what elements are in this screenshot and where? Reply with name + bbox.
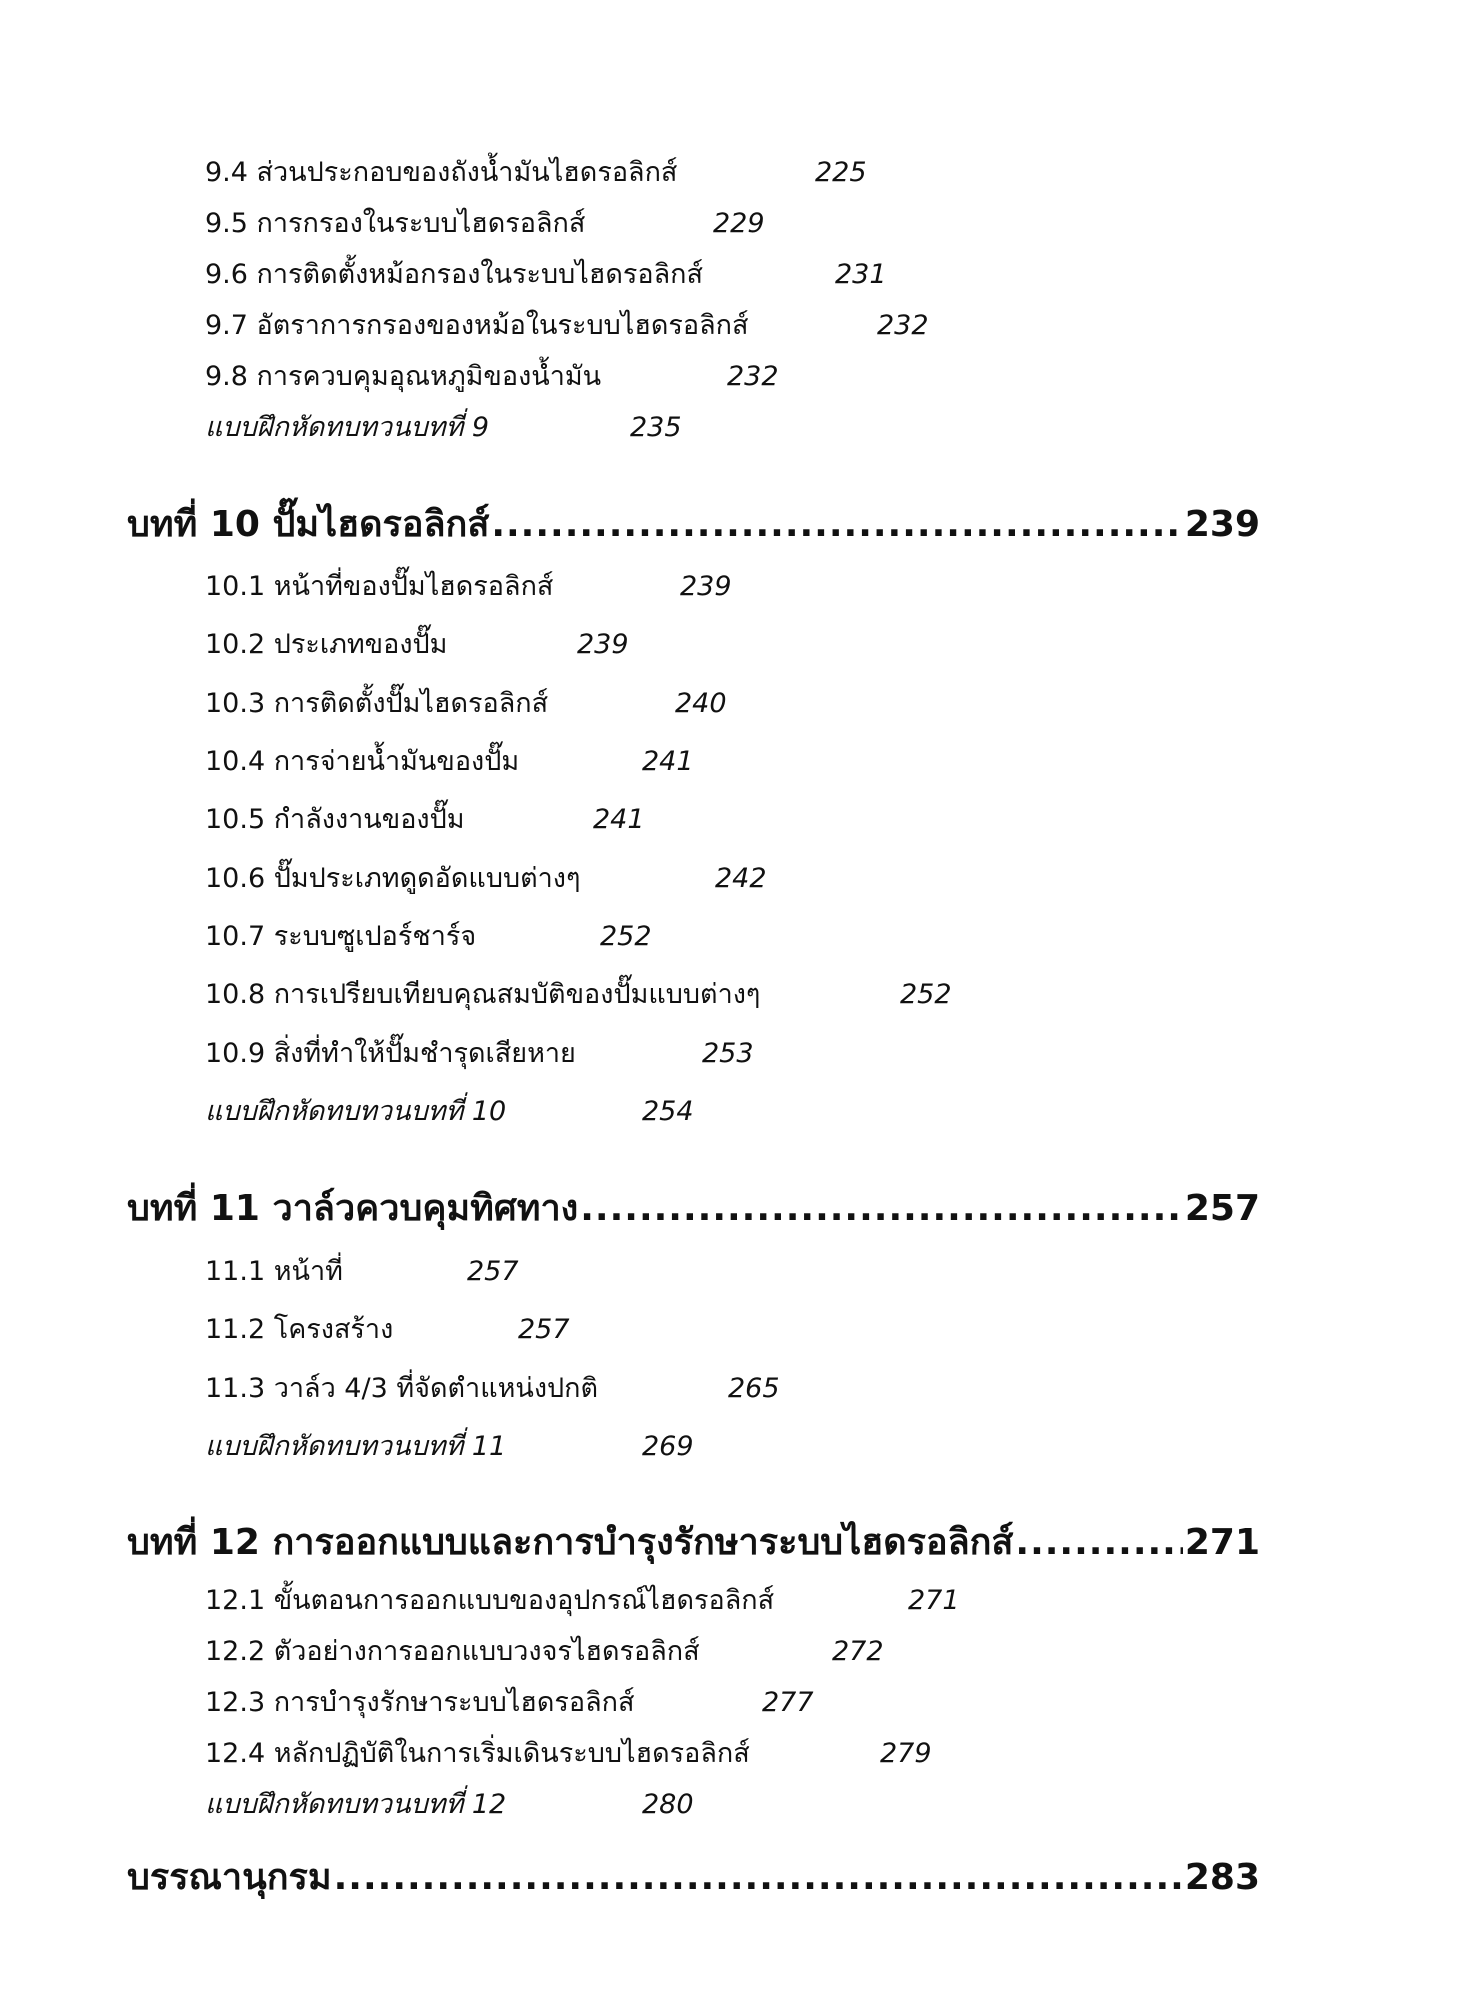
toc-entry-page: 252 — [900, 979, 952, 1010]
toc-entry-page: 242 — [715, 863, 767, 894]
toc-entry-label: 9.8 การควบคุมอุณหภูมิของน้ำมัน — [205, 361, 602, 392]
toc-entry[interactable] — [205, 308, 929, 344]
chapter-page: 257 — [1184, 1188, 1260, 1229]
toc-entry[interactable] — [205, 1254, 519, 1290]
dot-leader — [491, 502, 1183, 548]
toc-entry-page: 241 — [642, 746, 694, 777]
toc-entry-label: 10.3 การติดตั้งปั๊มไฮดรอลิกส์ — [205, 688, 549, 719]
toc-entry-label: 10.2 ประเภทของปั๊ม — [205, 629, 448, 660]
toc-entry-label: 10.9 สิ่งที่ทำให้ปั๊มชำรุดเสียหาย — [205, 1038, 576, 1069]
toc-entry[interactable] — [205, 359, 779, 395]
toc-entry[interactable] — [205, 686, 727, 722]
toc-entry-page: 277 — [762, 1687, 814, 1718]
toc-entry-page: 265 — [728, 1373, 780, 1404]
toc-entry-label: 9.5 การกรองในระบบไฮดรอลิกส์ — [205, 208, 586, 239]
toc-entry-page: 239 — [680, 571, 732, 602]
toc-entry[interactable] — [205, 569, 732, 605]
toc-entry[interactable] — [205, 206, 765, 242]
toc-entry-label: 10.6 ปั๊มประเภทดูดอัดแบบต่างๆ — [205, 863, 581, 894]
toc-entry-label: 12.4 หลักปฏิบัติในการเริ่มเดินระบบไฮดรอลิกส์ — [205, 1738, 750, 1769]
toc-exercise-entry[interactable] — [205, 1429, 694, 1465]
dot-leader — [1015, 1520, 1182, 1566]
toc-entry-page: 271 — [908, 1585, 960, 1616]
toc-entry-label: แบบฝึกหัดทบทวนบทที่ 10 — [205, 1096, 507, 1127]
toc-entry-page: 257 — [467, 1256, 519, 1287]
toc-entry[interactable] — [205, 1371, 780, 1407]
chapter-page: 271 — [1184, 1522, 1260, 1563]
toc-entry-label: 10.4 การจ่ายน้ำมันของปั๊ม — [205, 746, 520, 777]
toc-entry-label: 12.1 ขั้นตอนการออกแบบของอุปกรณ์ไฮดรอลิกส์ — [205, 1585, 775, 1616]
toc-chapter-heading[interactable] — [127, 502, 1260, 548]
dot-leader — [580, 1186, 1183, 1232]
chapter-title: บทที่ 11 วาล์วควบคุมทิศทาง — [127, 1188, 579, 1229]
bibliography-page: 283 — [1184, 1857, 1260, 1898]
toc-entry[interactable] — [205, 919, 652, 955]
dot-leader — [334, 1855, 1183, 1901]
toc-entry[interactable] — [205, 627, 629, 663]
toc-entry-label: 9.4 ส่วนประกอบของถังน้ำมันไฮดรอลิกส์ — [205, 157, 678, 188]
chapter-title: บทที่ 12 การออกแบบและการบำรุงรักษาระบบไฮดรอลิกส์ — [127, 1522, 1014, 1563]
toc-entry-label: แบบฝึกหัดทบทวนบทที่ 11 — [205, 1431, 507, 1462]
toc-entry-label: 9.7 อัตราการกรองของหม้อในระบบไฮดรอลิกส์ — [205, 310, 749, 341]
toc-entry[interactable] — [205, 744, 694, 780]
toc-entry-label: แบบฝึกหัดทบทวนบทที่ 12 — [205, 1789, 507, 1820]
toc-entry-label: 9.6 การติดตั้งหม้อกรองในระบบไฮดรอลิกส์ — [205, 259, 703, 290]
toc-entry-page: 272 — [832, 1636, 884, 1667]
toc-entry[interactable] — [205, 155, 867, 191]
toc-entry[interactable] — [205, 1736, 932, 1772]
toc-entry-label: 10.8 การเปรียบเทียบคุณสมบัติของปั๊มแบบต่างๆ — [205, 979, 761, 1010]
toc-entry-page: 257 — [518, 1314, 570, 1345]
chapter-page: 239 — [1184, 504, 1260, 545]
toc-entry-page: 279 — [880, 1738, 932, 1769]
toc-exercise-entry[interactable] — [205, 410, 682, 446]
toc-exercise-entry[interactable] — [205, 1094, 694, 1130]
toc-bibliography-heading[interactable] — [127, 1855, 1260, 1901]
toc-entry-page: 269 — [642, 1431, 694, 1462]
toc-entry-label: 10.1 หน้าที่ของปั๊มไฮดรอลิกส์ — [205, 571, 554, 602]
toc-entry-page: 232 — [727, 361, 779, 392]
toc-entry-label: 11.2 โครงสร้าง — [205, 1314, 394, 1345]
toc-entry[interactable] — [205, 802, 645, 838]
toc-entry[interactable] — [205, 1634, 884, 1670]
toc-entry[interactable] — [205, 257, 887, 293]
toc-chapter-heading[interactable] — [127, 1186, 1260, 1232]
toc-entry-page: 240 — [675, 688, 727, 719]
toc-entry-page: 241 — [593, 804, 645, 835]
toc-entry[interactable] — [205, 861, 767, 897]
toc-entry-label: 12.2 ตัวอย่างการออกแบบวงจรไฮดรอลิกส์ — [205, 1636, 700, 1667]
toc-entry-page: 225 — [815, 157, 867, 188]
toc-entry-page: 252 — [600, 921, 652, 952]
toc-entry-label: 11.3 วาล์ว 4/3 ที่จัดตำแหน่งปกติ — [205, 1373, 599, 1404]
toc-entry[interactable] — [205, 1036, 754, 1072]
bibliography-title: บรรณานุกรม — [127, 1857, 332, 1898]
toc-entry[interactable] — [205, 1685, 814, 1721]
toc-entry-label: แบบฝึกหัดทบทวนบทที่ 9 — [205, 412, 490, 443]
toc-chapter-heading[interactable] — [127, 1520, 1260, 1566]
toc-entry-page: 231 — [835, 259, 887, 290]
toc-exercise-entry[interactable] — [205, 1787, 694, 1823]
toc-entry-page: 235 — [630, 412, 682, 443]
toc-entry-page: 254 — [642, 1096, 694, 1127]
toc-entry-page: 253 — [702, 1038, 754, 1069]
toc-entry-label: 11.1 หน้าที่ — [205, 1256, 343, 1287]
chapter-title: บทที่ 10 ปั๊มไฮดรอลิกส์ — [127, 504, 490, 545]
toc-entry[interactable] — [205, 1583, 960, 1619]
toc-entry[interactable] — [205, 977, 952, 1013]
toc-entry-label: 12.3 การบำรุงรักษาระบบไฮดรอลิกส์ — [205, 1687, 635, 1718]
toc-entry-page: 280 — [642, 1789, 694, 1820]
toc-entry-page: 229 — [713, 208, 765, 239]
toc-entry-page: 239 — [577, 629, 629, 660]
toc-entry-label: 10.7 ระบบซูเปอร์ชาร์จ — [205, 921, 477, 952]
toc-entry-label: 10.5 กำลังงานของปั๊ม — [205, 804, 465, 835]
toc-entry-page: 232 — [877, 310, 929, 341]
toc-entry[interactable] — [205, 1312, 570, 1348]
